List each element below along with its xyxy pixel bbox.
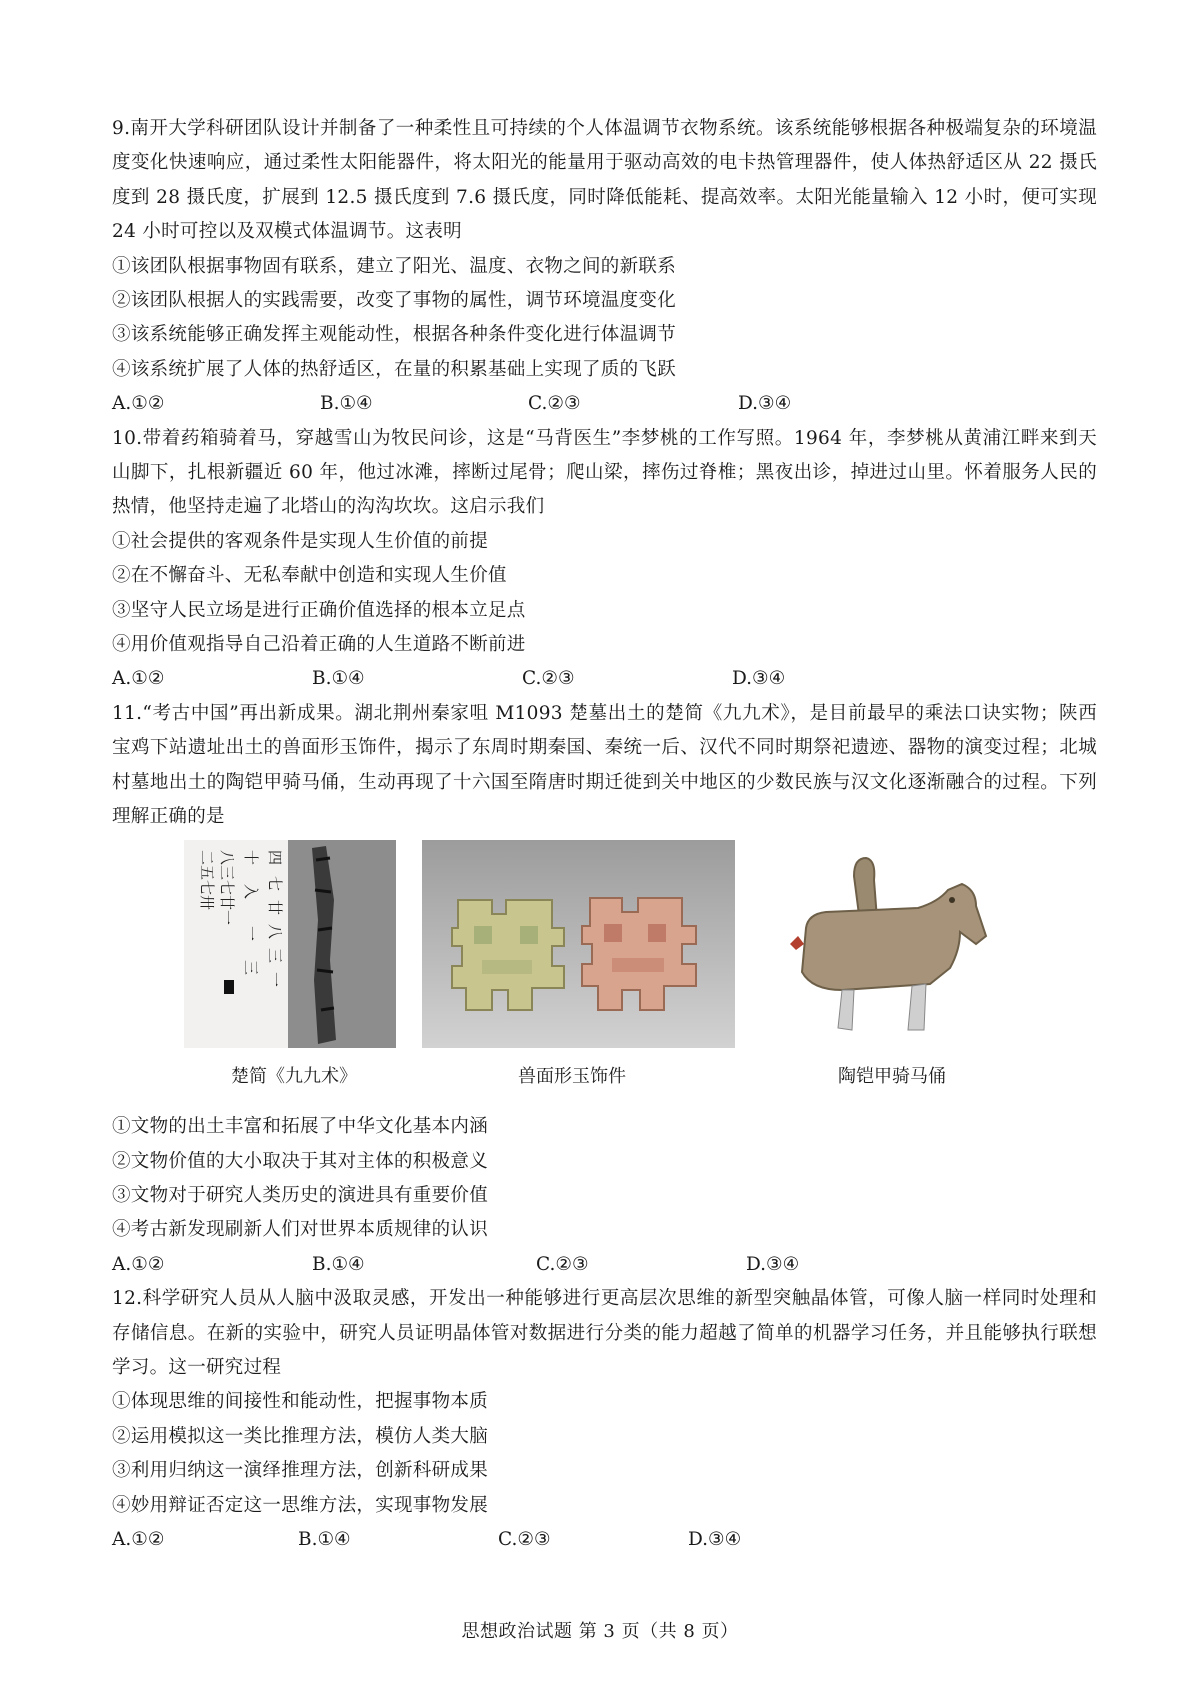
question-9-item-4: ④该系统扩展了人体的热舒适区，在量的积累基础上实现了质的飞跃: [112, 358, 677, 380]
option-d: D.③④: [746, 1253, 800, 1275]
question-10-item-4: ④用价值观指导自己沿着正确的人生道路不断前进: [112, 633, 526, 655]
question-11: [112, 697, 1097, 1283]
slip-char: 入: [242, 884, 260, 900]
question-11-item-2: ②文物价值的大小取决于其对主体的积极意义: [112, 1150, 489, 1172]
question-12-item-3: ③利用归纳这一演绎推理方法，创新科研成果: [112, 1460, 489, 1482]
question-12-item-2: ②运用模拟这一类比推理方法，模仿人类大脑: [112, 1425, 489, 1447]
slip-char: 八三七廿一: [218, 850, 236, 926]
question-11-stem: 11.“考古中国”再出新成果。湖北荆州秦家咀 M1093 楚墓出土的楚简《九九术》，是目前最早的乘法口诀实物；陕西宝鸡下站遗址出土的兽面形玉饰件，揭示了东周时期秦国、秦统一后、汉代不同时期祭祀遗迹、器物的演变过程；北城村墓地出土的陶铠甲骑马俑，生动再现了十六国至隋唐时期迁徙到关中地区的少数民族与汉文化逐渐融合的过程。下列理解正确的是: [112, 702, 1097, 827]
page-content: [112, 112, 1097, 1557]
option-a: A.①②: [112, 1253, 165, 1275]
option-d: D.③④: [738, 393, 792, 415]
option-d: D.③④: [732, 668, 786, 690]
option-a: A.①②: [112, 668, 165, 690]
question-9-item-1: ①该团队根据事物固有联系，建立了阳光、温度、衣物之间的新联系: [112, 255, 677, 277]
question-12-stem: 12.科学研究人员从人脑中汲取灵感，开发出一种能够进行更高层次思维的新型突触晶体管，可像人脑一样同时处理和存储信息。在新的实验中，研究人员证明晶体管对数据进行分类的能力超越了简单的机器学习任务，并且能够执行联想学习。这一研究过程: [112, 1288, 1097, 1379]
question-11-item-3: ③文物对于研究人类历史的演进具有重要价值: [112, 1185, 489, 1207]
option-b: B.①④: [298, 1528, 351, 1550]
slip-char: 三: [242, 960, 260, 976]
caption-jade-ornament: 兽面形玉饰件: [518, 1066, 626, 1088]
jade-ornament-image: [422, 840, 735, 1048]
question-12-options: [112, 1523, 1097, 1557]
page-footer: 思想政治试题 第 3 页（共 8 页）: [461, 1621, 739, 1642]
slip-char: 廿: [266, 900, 284, 916]
question-10-item-3: ③坚守人民立场是进行正确价值选择的根本立足点: [112, 599, 526, 621]
slip-char: 七: [266, 876, 284, 892]
question-12-item-1: ①体现思维的间接性和能动性，把握事物本质: [112, 1391, 489, 1413]
question-10-item-1: ①社会提供的客观条件是实现人生价值的前提: [112, 530, 489, 552]
option-b: B.①④: [312, 668, 365, 690]
slip-char: 一: [242, 926, 260, 942]
slip-char: 二五七卅: [198, 850, 216, 911]
slip-char: 八: [266, 924, 284, 940]
question-9-options: [112, 387, 1097, 421]
question-10-stem: 10.带着药箱骑着马，穿越雪山为牧民问诊，这是“马背医生”李梦桃的工作写照。1964 年，李梦桃从黄浦江畔来到天山脚下，扎根新疆近 60 年，他过冰滩，摔断过尾骨；爬山梁，摔伤过脊椎；黑夜出诊，掉进过山里。怀着服务人民的热情，他坚持走遍了北塔山的沟沟坎坎。这启示我们: [112, 427, 1097, 518]
option-d: D.③④: [688, 1528, 742, 1550]
option-b: B.①④: [320, 393, 373, 415]
question-10-item-2: ②在不懈奋斗、无私奉献中创造和实现人生价值: [112, 565, 507, 587]
option-c: C.②③: [536, 1253, 589, 1275]
question-11-item-4: ④考古新发现刷新人们对世界本质规律的认识: [112, 1219, 489, 1241]
slip-char: 十: [242, 850, 260, 866]
option-a: A.①②: [112, 1528, 165, 1550]
pottery-horse-image: [762, 840, 1018, 1048]
question-12: [112, 1282, 1097, 1557]
option-b: B.①④: [312, 1253, 365, 1275]
slip-char: 四: [266, 850, 284, 866]
caption-bamboo-slip: 楚简《九九术》: [231, 1066, 357, 1088]
option-c: C.②③: [498, 1528, 551, 1550]
caption-pottery-horse: 陶铠甲骑马俑: [838, 1066, 946, 1088]
question-9-item-2: ②该团队根据人的实践需要，改变了事物的属性，调节环境温度变化: [112, 289, 677, 311]
slip-char: 三: [266, 948, 284, 964]
question-11-item-1: ①文物的出土丰富和拓展了中华文化基本内涵: [112, 1116, 489, 1138]
question-12-item-4: ④妙用辩证否定这一思维方法，实现事物发展: [112, 1494, 489, 1516]
question-9-item-3: ③该系统能够正确发挥主观能动性，根据各种条件变化进行体温调节: [112, 324, 677, 346]
option-c: C.②③: [522, 668, 575, 690]
question-9-stem: 9.南开大学科研团队设计并制备了一种柔性且可持续的个人体温调节衣物系统。该系统能够根据各种极端复杂的环境温度变化快速响应，通过柔性太阳能器件，将太阳光的能量用于驱动高效的电卡热管理器件，使人体热舒适区从 22 摄氏度到 28 摄氏度，扩展到 12.5 摄氏度到 7.6 摄氏度，同时降低能耗、提高效率。太阳光能量输入 12 小时，便可实现 24 小时可控以及双模式体温调节。这表明: [112, 118, 1097, 243]
question-10: [112, 422, 1097, 697]
figures-row: [112, 840, 1097, 1110]
question-11-options: [112, 1248, 1097, 1282]
bamboo-slip-image: [184, 840, 396, 1048]
slip-char: 一: [266, 972, 284, 988]
option-a: A.①②: [112, 393, 165, 415]
option-c: C.②③: [528, 393, 581, 415]
question-9: [112, 112, 1097, 422]
question-10-options: [112, 662, 1097, 696]
